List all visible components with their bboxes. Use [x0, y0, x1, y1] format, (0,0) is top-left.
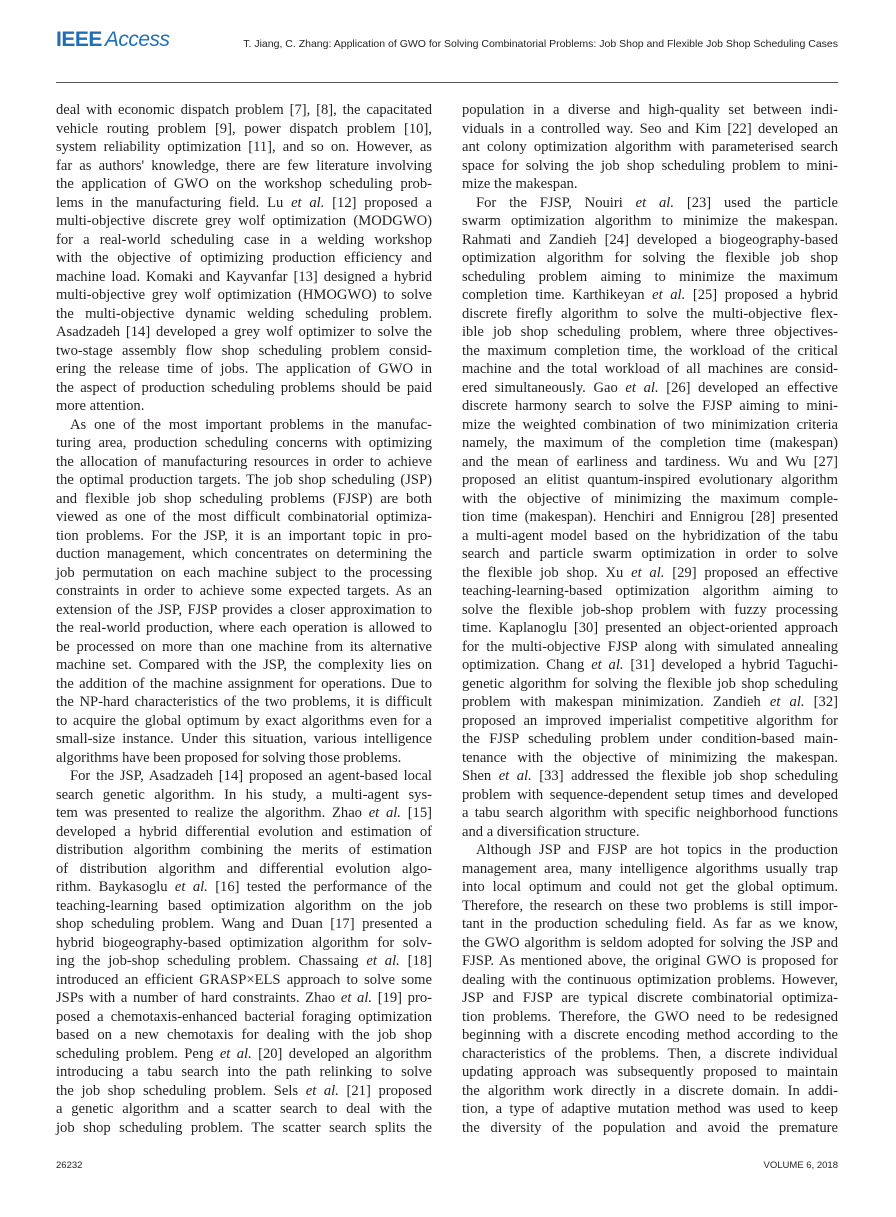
text-line: multi-objective grey wolf optimization (HMOGWO) to solve [56, 287, 432, 303]
text-line: the GWO algorithm is seldom adopted for solving the JSP and [462, 934, 838, 951]
text-line: shop scheduling problem. Wang and Duan [17] presented a [56, 916, 432, 932]
text-line: Shen et al. [33] addressed the flexible job shop scheduling [462, 768, 838, 784]
text-line: Although JSP and FJSP are hot topics in the production [476, 842, 838, 858]
text-line: ering the release time of jobs. The application of GWO in [56, 361, 432, 377]
right-column [462, 101, 838, 1137]
text-line: machine load. Komaki and Kayvanfar [13] designed a hybrid [56, 268, 432, 285]
text-line: posed a chemotaxis-enhanced bacterial foraging optimization [56, 1008, 432, 1025]
text-line: As one of the most important problems in the manufac- [70, 416, 432, 433]
text-line: the job shop scheduling problem. Sels et al. [21] proposed [56, 1082, 432, 1099]
citation-etal: et al. [174, 879, 208, 895]
citation-etal: et al. [652, 287, 686, 303]
text-line: with the objective of optimizing production efficiency and [56, 250, 432, 266]
text-line: rithm. Baykasoglu et al. [16] tested the performance of the [56, 879, 432, 895]
page-number: 26232 [56, 1160, 83, 1171]
text-line: more attention. [56, 398, 145, 414]
paragraph [56, 416, 432, 768]
citation-etal: et al. [591, 657, 624, 673]
text-line: machine and the total workload of all machines are consid- [462, 361, 838, 377]
text-line: the application of GWO on the workshop scheduling prob- [56, 176, 432, 192]
citation-etal: et al. [631, 564, 665, 581]
logo-primary: IEEE [56, 28, 102, 51]
paragraph [462, 101, 838, 194]
citation-etal: et al. [219, 1045, 252, 1062]
text-line: tion problems. Therefore, the GWO need to be redesigned [462, 1008, 838, 1025]
text-line: mize the makespan. [462, 176, 578, 192]
text-line: small-size instance. Under this situation, various intelligence [56, 731, 432, 747]
text-line: and flexible job shop scheduling problems (FJSP) are both [56, 490, 432, 507]
citation-etal: et al. [305, 1082, 339, 1099]
text-line: viduals in a controlled way. Seo and Kim [22] developed an [462, 120, 838, 137]
running-head: T. Jiang, C. Zhang: Application of GWO for Solving Combinatorial Problems: Job Shop and Flexible Job Shop Scheduling Cases [243, 38, 838, 50]
text-line: vehicle routing problem [9], power dispatch problem [10], [56, 120, 432, 137]
text-line: mize the weighted combination of two minimization criteria [462, 416, 838, 433]
text-line: tion time (makespan). Henchiri and Ennigrou [28] presented [462, 509, 838, 525]
text-line: the addition of the machine assignment for operations. Due to [56, 675, 432, 692]
logo-secondary: Access [104, 28, 170, 51]
text-line: teaching-learning based optimization algorithm on the job [56, 897, 432, 914]
text-line: proposed an improved imperialist competitive algorithm for [462, 712, 838, 729]
citation-etal: et al. [368, 805, 401, 821]
text-line: updating approach was subsequently proposed to maintain [462, 1064, 838, 1080]
text-line: the multi-objective dynamic welding scheduling problem. [56, 305, 432, 322]
text-line: the algorithm work directly in a discrete domain. In addi- [462, 1082, 838, 1099]
text-line: solve the flexible job-shop problem with fuzzy processing [462, 601, 838, 618]
text-line: job permutation on each machine subject to the processing [56, 564, 432, 581]
text-line: viewed as one of the most difficult combinatorial optimiza- [56, 509, 432, 525]
text-line: job shop scheduling problem. The scatter search splits the [56, 1119, 432, 1136]
text-line: system reliability optimization [11], and so on. However, as [56, 139, 432, 155]
text-line: introducing a tabu search into the path relinking to solve [56, 1064, 432, 1080]
text-line: introduced an efficient GRASP×ELS approach to solve some [56, 971, 432, 988]
text-line: tant in the production scheduling field. As far as we know, [462, 916, 838, 932]
text-line: teaching-learning-based optimization algorithm aiming to [462, 583, 838, 599]
text-line: JSP and FJSP are typical discrete combinatorial optimiza- [462, 990, 838, 1006]
left-column [56, 101, 432, 1137]
text-line: to acquire the global optimum by exact algorithms even for a [56, 712, 432, 729]
paragraph [462, 194, 838, 842]
text-line: and the mean of earliness and tardiness. Wu and Wu [27] [462, 453, 838, 470]
paragraph [462, 841, 838, 1137]
text-line: two-stage assembly flow shop scheduling problem consid- [56, 342, 432, 359]
text-line: into local optimum and could not get the global optimum. [462, 879, 838, 895]
text-line: swarm optimization algorithm to minimize the makespan. [462, 213, 838, 229]
text-line: FJSP. As mentioned above, the original GWO is proposed for [462, 953, 838, 969]
text-line: lems in the manufacturing field. Lu et al. [12] proposed a [56, 194, 432, 211]
text-line: deal with economic dispatch problem [7], [8], the capacitated [56, 102, 432, 118]
text-line: problem with makespan minimization. Zandieh et al. [32] [462, 694, 838, 710]
text-line: ant colony optimization algorithm with parameterised search [462, 139, 838, 155]
text-line: discrete firefly algorithm to solve the multi-objective flex- [462, 305, 838, 322]
citation-etal: et al. [625, 379, 659, 396]
text-line: the real-world production, where each operation is allowed to [56, 620, 432, 636]
text-line: For the FJSP, Nouiri et al. [23] used the particle [476, 194, 838, 211]
text-line: turing area, production scheduling concerns with optimizing [56, 435, 432, 451]
text-line: the aspect of production scheduling problems should be paid [56, 379, 432, 396]
text-line: with the objective of minimizing the maximum comple- [462, 490, 838, 507]
text-line: problem with sequence-dependent setup times and developed [462, 786, 838, 803]
text-line: optimization. Chang et al. [31] developed a hybrid Taguchi- [462, 657, 838, 673]
text-line: developed a hybrid differential evolution and estimation of [56, 823, 432, 840]
text-line: search and particle swarm optimization in order to solve [462, 546, 838, 562]
citation-etal: et al. [635, 194, 674, 211]
text-line: a tabu search algorithm with specific neighborhood functions [462, 805, 838, 821]
text-line: Asadzadeh [14] developed a grey wolf optimizer to solve the [56, 324, 432, 340]
text-line: JSPs with a number of hard constraints. Zhao et al. [19] pro- [56, 990, 432, 1006]
text-line: search genetic algorithm. In his study, a multi-agent sys- [56, 786, 432, 803]
text-line: for a real-world scheduling case in a welding workshop [56, 231, 432, 248]
text-line: namely, the maximum of the completion time (makespan) [462, 435, 838, 451]
text-line: management area, many intelligence algorithms usually trap [462, 860, 838, 877]
text-line: the NP-hard characteristics of the two problems, it is difficult [56, 694, 432, 710]
text-line: multi-objective discrete grey wolf optimization (MODGWO) [56, 213, 432, 229]
text-line: tion problems. For the JSP, it is an important topic in pro- [56, 527, 432, 544]
volume-info: VOLUME 6, 2018 [763, 1160, 838, 1171]
text-line: be processed on more than one machine from its alternative [56, 638, 432, 655]
paragraph [56, 767, 432, 1137]
citation-etal: et al. [340, 990, 373, 1006]
text-line: dealing with the continuous optimization problems. However, [462, 971, 838, 988]
text-line: ible job shop scheduling problem, where three objectives- [462, 324, 838, 340]
text-line: the maximum completion time, the workload of the critical [462, 342, 838, 359]
text-line: hybrid biogeography-based optimization algorithm for solv- [56, 934, 432, 951]
text-line: for the multi-objective FJSP along with simulated annealing [462, 638, 838, 655]
text-line: the diversity of the population and avoid the premature [462, 1119, 838, 1136]
text-line: constraints in order to achieve some expected targets. As an [56, 583, 432, 599]
citation-etal: et al. [291, 194, 325, 211]
citation-etal: et al. [366, 953, 400, 969]
text-line: scheduling problem aiming to minimize the maximum [462, 268, 838, 285]
text-line: space for solving the job shop scheduling problem to mini- [462, 157, 838, 174]
text-line: machine set. Compared with the JSP, the complexity lies on [56, 657, 432, 673]
text-line: algorithms have been proposed for solving those problems. [56, 749, 402, 766]
text-line: genetic algorithm for solving the flexible job shop scheduling [462, 675, 838, 692]
citation-etal: et al. [498, 768, 532, 784]
text-line: extension of the JSP, FJSP provides a closer approximation to [56, 601, 432, 618]
text-line: completion time. Karthikeyan et al. [25] proposed a hybrid [462, 287, 838, 303]
text-line: population in a diverse and high-quality set between indi- [462, 102, 838, 118]
text-line: the flexible job shop. Xu et al. [29] proposed an effective [462, 564, 838, 581]
text-line: proposed an elitist quantum-inspired evolutionary algorithm [462, 472, 838, 488]
text-line: of distribution algorithm and differential evolution algo- [56, 860, 432, 877]
journal-logo [56, 28, 170, 52]
text-line: tion, a type of adaptive mutation method was used to keep [462, 1101, 838, 1117]
text-line: a multi-agent model based on the hybridization of the tabu [462, 527, 838, 544]
text-line: characteristics of the problems. Then, a discrete individual [462, 1045, 838, 1062]
text-line: Rahmati and Zandieh [24] developed a biogeography-based [462, 231, 838, 248]
text-line: optimization algorithm for solving the flexible job shop [462, 250, 838, 266]
text-line: time. Kaplanoglu [30] presented an object-oriented approach [462, 620, 838, 636]
text-line: and a diversification structure. [462, 823, 640, 840]
text-line: ered simultaneously. Gao et al. [26] developed an effective [462, 379, 838, 396]
text-line: a genetic algorithm and a scatter search to deal with the [56, 1101, 432, 1117]
paragraph [56, 101, 432, 416]
text-line: distribution algorithm combining the merits of estimation [56, 842, 432, 858]
text-line: For the JSP, Asadzadeh [14] proposed an agent-based local [70, 768, 432, 784]
citation-etal: et al. [769, 694, 805, 710]
text-line: tem was presented to realize the algorithm. Zhao et al. [15] [56, 805, 433, 821]
text-line: based on a new chemotaxis for dealing with the job shop [56, 1027, 432, 1043]
text-line: the allocation of manufacturing resources in order to achieve [56, 453, 432, 470]
text-line: ing the job-shop scheduling problem. Chassaing et al. [18] [56, 953, 432, 969]
text-line: duction management, which concentrates on determining the [56, 546, 432, 562]
text-line: scheduling problem. Peng et al. [20] developed an algorithm [56, 1045, 432, 1062]
header-rule [56, 82, 838, 83]
text-line: tenance with the objective of minimizing the makespan. [462, 749, 838, 766]
text-line: the FJSP scheduling problem under condition-based main- [462, 731, 838, 747]
text-line: beginning with a discrete encoding method according to the [462, 1027, 838, 1043]
text-line: discrete harmony search to solve the FJSP aiming to mini- [462, 398, 838, 414]
text-line: far as authors' knowledge, there are few literature involving [56, 157, 432, 174]
text-line: the optimal production targets. The job shop scheduling (JSP) [56, 472, 432, 488]
text-line: Therefore, the research on these two problems is still impor- [462, 897, 838, 914]
